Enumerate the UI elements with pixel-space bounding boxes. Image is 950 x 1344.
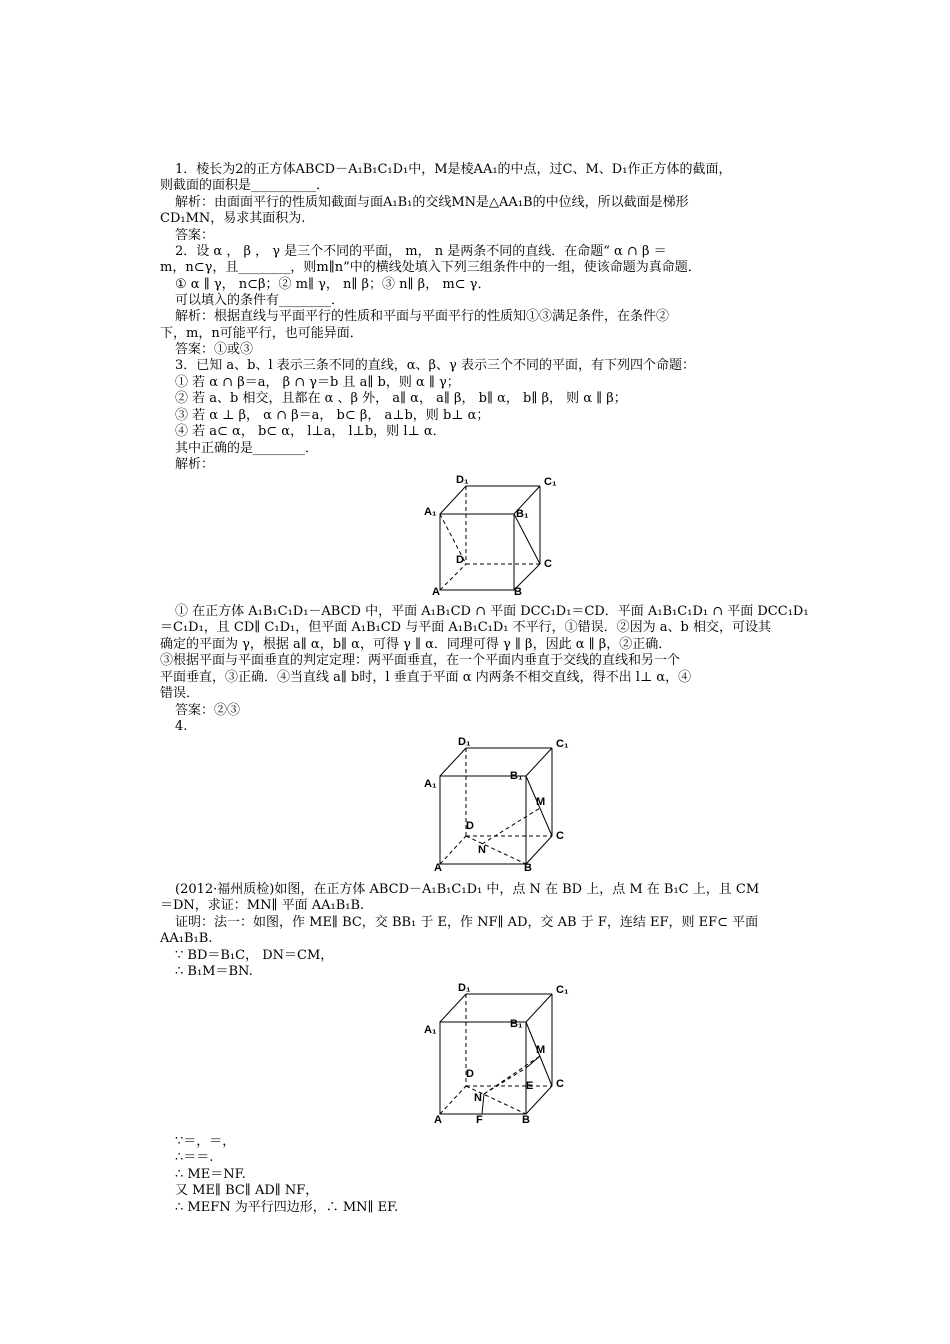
label-M: M: [536, 796, 546, 808]
label-D1: D₁: [456, 474, 469, 486]
text-line: AA₁B₁B.: [160, 931, 213, 946]
label-B: B: [524, 862, 532, 874]
text-line: ① α ∥ γ， n⊂β；② m∥ γ， n∥ β；③ n∥ β， m⊂ γ．: [175, 277, 491, 292]
text-line: 则截面的面积是__________．: [160, 178, 330, 193]
text-line: ④ 若 a⊂ α， b⊂ α， l⊥a， l⊥b，则 l⊥ α．: [175, 424, 446, 439]
text-line: 答案：②③: [175, 703, 241, 718]
label-B1: B₁: [510, 770, 523, 782]
text-line: 其中正确的是________．: [175, 441, 319, 456]
label-C: C: [556, 830, 564, 842]
label-D: D: [466, 1068, 474, 1080]
text-line: 答案：: [175, 228, 215, 243]
text-line: 错误．: [160, 686, 200, 701]
label-D1: D₁: [458, 736, 471, 748]
label-A1: A₁: [424, 506, 437, 518]
label-N: N: [474, 1092, 482, 1104]
text-line: ∴ B₁M＝BN.: [175, 964, 253, 979]
text-line: 3．已知 a、b、l 表示三条不同的直线，α、β、γ 表示三个不同的平面，有下列四个命题：: [175, 358, 695, 373]
text-line: 证明：法一：如图，作 ME∥ BC，交 BB₁ 于 E，作 NF∥ AD，交 AB 于 F，连结 EF，则 EF⊂ 平面: [175, 915, 759, 930]
label-A1: A₁: [424, 1024, 437, 1036]
text-line: ③根据平面与平面垂直的判定定理：两平面垂直，在一个平面内垂直于交线的直线和另一个: [160, 653, 681, 668]
text-line: 又 ME∥ BC∥ AD∥ NF，: [175, 1183, 319, 1198]
label-A: A: [432, 586, 440, 598]
text-line: 平面垂直，③正确．④当直线 a∥ b时，l 垂直于平面 α 内两条不相交直线，得不出 l⊥ α，④: [160, 670, 692, 685]
label-A1: A₁: [424, 778, 437, 790]
label-B1: B₁: [516, 508, 529, 520]
text-line: (2012·福州质检)如图，在正方体 ABCD－A₁B₁C₁D₁ 中，点 N 在 BD 上，点 M 在 B₁C 上，且 CM: [175, 882, 760, 897]
text-line: ① 在正方体 A₁B₁C₁D₁－ABCD 中，平面 A₁B₁CD ∩ 平面 DCC₁D₁＝CD．平面 A₁B₁C₁D₁ ∩ 平面 DCC₁D₁: [175, 604, 809, 619]
text-line: ∵＝，＝，: [175, 1134, 236, 1149]
text-line: ∴ ME＝NF.: [175, 1167, 246, 1182]
text-line: ＝C₁D₁，且 CD∥ C₁D₁，但平面 A₁B₁CD 与平面 A₁B₁C₁D₁ 不平行，①错误．②因为 a、b 相交，可设其: [160, 620, 771, 635]
text-line: ∴＝＝.: [175, 1150, 214, 1165]
text-line: ∵ BD＝B₁C， DN＝CM，: [175, 948, 334, 963]
text-line: 确定的平面为 γ，根据 a∥ α，b∥ α，可得 γ ∥ α．同理可得 γ ∥ β，因此 α ∥ β，②正确．: [160, 637, 672, 652]
label-B: B: [514, 586, 522, 598]
label-C1: C₁: [556, 738, 569, 750]
text-line: 解析：根据直线与平面平行的性质和平面与平面平行的性质知①③满足条件，在条件②: [175, 309, 670, 324]
text-line: 4.: [175, 719, 188, 734]
label-B1: B₁: [510, 1018, 523, 1030]
text-line: ＝DN，求证：MN∥ 平面 AA₁B₁B.: [160, 898, 365, 913]
text-line: 解析：: [175, 457, 215, 472]
cube-figure-3: [420, 982, 570, 1128]
label-D1: D₁: [458, 982, 471, 994]
text-line: ② 若 a、b 相交，且都在 α 、β 外， a∥ α， a∥ β， b∥ α， b∥ β， 则 α ∥ β；: [175, 391, 627, 406]
text-line: 下，m，n可能平行，也可能异面．: [160, 326, 363, 341]
text-line: 可以填入的条件有________．: [175, 293, 345, 308]
text-line: ① 若 α ∩ β＝a， β ∩ γ＝b 且 a∥ b，则 α ∥ γ；: [175, 375, 460, 390]
label-C: C: [556, 1078, 564, 1090]
cube-figure-1: [420, 474, 570, 602]
label-D: D: [456, 554, 464, 566]
label-N: N: [478, 844, 486, 856]
text-line: m，n⊂γ，且________，则m∥n”中的横线处填入下列三组条件中的一组，使该命题为真命题．: [160, 260, 701, 275]
text-line: 2．设 α ， β ， γ 是三个不同的平面， m， n 是两条不同的直线．在命题“ α ∩ β ＝: [175, 244, 667, 259]
text-line: 答案：①或③: [175, 342, 254, 357]
label-C1: C₁: [544, 476, 557, 488]
label-F: F: [476, 1114, 483, 1126]
label-B: B: [522, 1114, 530, 1126]
label-M: M: [536, 1044, 546, 1056]
label-E: E: [526, 1080, 534, 1092]
text-line: ∴ MEFN 为平行四边形，∴ MN∥ EF.: [175, 1200, 399, 1215]
label-A: A: [434, 1114, 442, 1126]
label-C1: C₁: [556, 984, 569, 996]
label-C: C: [544, 558, 552, 570]
label-D: D: [466, 820, 474, 832]
cube-figure-2: [420, 736, 570, 876]
text-line: 解析：由面面平行的性质知截面与面A₁B₁的交线MN是△AA₁B的中位线，所以截面是梯形: [175, 195, 689, 210]
text-line: CD₁MN，易求其面积为.: [160, 211, 306, 226]
label-A: A: [434, 862, 442, 874]
text-line: ③ 若 α ⊥ β， α ∩ β＝a， b⊂ β， a⊥b，则 b⊥ α；: [175, 408, 490, 423]
text-line: 1．棱长为2的正方体ABCD－A₁B₁C₁D₁中，M是棱AA₁的中点，过C、M、D₁作正方体的截面，: [175, 162, 732, 177]
